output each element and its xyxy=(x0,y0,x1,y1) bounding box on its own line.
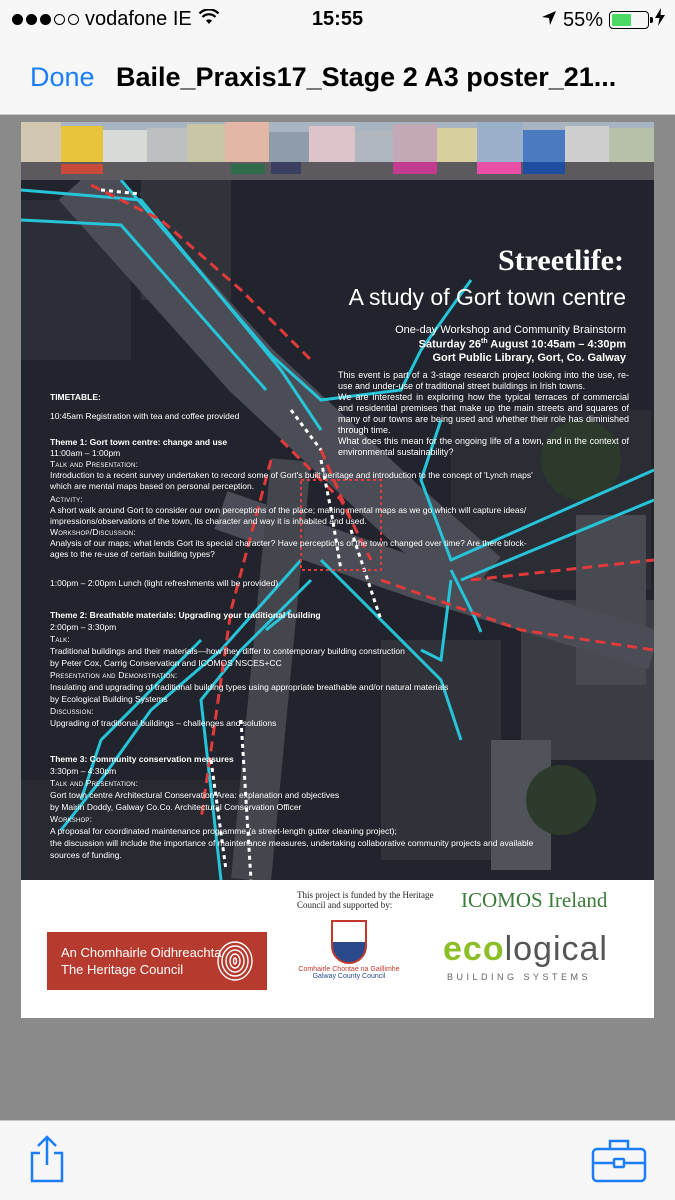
theme3-talk-label: Talk and Presentation: xyxy=(50,778,139,788)
theme3-workshop-label: Workshop: xyxy=(50,814,93,824)
theme2-time: 2:00pm – 3:30pm xyxy=(50,622,117,632)
theme3-workshop-line3: sources of funding. xyxy=(50,850,122,860)
charging-bolt-icon xyxy=(655,8,665,32)
theme3-title: Theme 3: Community conservation measures xyxy=(50,754,234,764)
theme3-workshop-line1: A proposal for coordinated maintenance programme (a street-length gutter cleaning project); xyxy=(50,826,397,836)
ecological-building-systems-logo: ecological xyxy=(443,930,608,968)
sponsor-footer xyxy=(21,880,654,1018)
navigation-bar xyxy=(0,40,675,115)
theme2-demo-line1: Insulating and upgrading of traditional building types using appropriate breathable and/or natural materials xyxy=(50,682,449,692)
theme2-title: Theme 2: Breathable materials: Upgrading your traditional building xyxy=(50,610,321,620)
theme1-activity-line2: impressions/observations of the town, its character and way it is inhabited and used. xyxy=(50,516,367,526)
clock: 15:55 xyxy=(311,8,364,30)
street-photo-banner xyxy=(21,122,654,180)
poster-subtitle: A study of Gort town centre xyxy=(348,284,626,310)
theme1-title: Theme 1: Gort town centre: change and use xyxy=(50,437,228,447)
carrier-name: vodafone IE xyxy=(85,8,192,30)
document-title: Baile_Praxis17_Stage 2 A3 poster_21... xyxy=(116,62,617,92)
galway-county-council-logo: Comhairle Chontae na Gaillimhe Galway County Council xyxy=(295,920,403,980)
county-crest-icon xyxy=(331,920,367,964)
theme1-workshop-line2: ages to the re-use of certain building types? xyxy=(50,549,215,559)
theme2-discussion-line1: Upgrading of traditional buildings – challenges and solutions xyxy=(50,718,277,728)
event-type: One-day Workshop and Community Brainstorm xyxy=(395,324,626,336)
theme1-talk-line1: Introduction to a recent survey undertaken to record some of Gort's built heritage and introduction to the concept of 'Lynch maps' xyxy=(50,470,533,480)
fingerprint-icon xyxy=(215,940,255,982)
theme2-talk-line2: by Peter Cox, Carrig Conservation and ICOMOS NSCES+CC xyxy=(50,658,282,668)
aerial-map-background xyxy=(21,180,654,880)
theme3-workshop-line2: the discussion will include the importance of maintenance measures, undertaking collaborative community projects and available xyxy=(50,838,534,848)
location-arrow-icon xyxy=(541,9,557,32)
event-date: Saturday 26th August 10:45am – 4:30pm xyxy=(418,338,626,351)
theme3-talk-line2: by Mairin Doddy, Galway Co.Co. Architectural Conservation Officer xyxy=(50,802,302,812)
theme2-talk-line1: Traditional buildings and their materials—how they differ to contemporary building construction xyxy=(50,646,405,656)
theme1-talk-line2: which are mental maps based on personal perception. xyxy=(50,481,255,491)
theme2-discussion-label: Discussion: xyxy=(50,706,94,716)
poster-page xyxy=(21,122,654,1018)
theme3-talk-line1: Gort town centre Architectural Conservation Area: explanation and objectives xyxy=(50,790,340,800)
bottom-toolbar xyxy=(0,1120,675,1200)
registration-line: 10:45am Registration with tea and coffee provided xyxy=(50,411,240,421)
theme1-time: 11:00am – 1:00pm xyxy=(50,448,121,458)
theme1-activity-line1: A short walk around Gort to consider our own perceptions of the place; making mental maps as we go which will capture ideas/ xyxy=(50,505,527,515)
funding-note: This project is funded by the Heritage Council and supported by: xyxy=(297,890,434,910)
done-button[interactable]: Done xyxy=(30,62,95,92)
timetable-heading: TIMETABLE: xyxy=(50,392,101,402)
ecological-subtitle: BUILDING SYSTEMS xyxy=(447,972,592,982)
icomos-ireland-logo: ICOMOS Ireland xyxy=(461,888,608,912)
theme3-time: 3:30pm – 4:30pm xyxy=(50,766,117,776)
lunch-line: 1:00pm – 2:00pm Lunch (light refreshments will be provided) xyxy=(50,578,279,588)
theme1-workshop-line1: Analysis of our maps; what lends Gort its special character? Have perceptions of the town changed over time? Are there block- xyxy=(50,538,527,548)
theme1-workshop-label: Workshop/Discussion: xyxy=(50,527,136,537)
poster-title: Streetlife: xyxy=(497,244,624,277)
battery-percent: 55% xyxy=(562,8,603,31)
heritage-council-logo: An Chomhairle Oidhreachta The Heritage Council xyxy=(47,932,267,990)
toolbox-icon[interactable] xyxy=(590,1137,648,1188)
theme1-activity-label: Activity: xyxy=(50,494,83,504)
intro-text: This event is part of a 3-stage research project looking into the use, re-use and under-use of traditional street buildings in Irish towns. We are interested in exploring how the typical terraces of commercial and residential premises that make up the main streets and squares of many of our towns are being used and whether their role has diminished through time. What does this mean for the ongoing life of a town, and in the context of environmental sustainability? xyxy=(338,370,629,457)
status-right xyxy=(541,8,665,32)
theme2-demo-label: Presentation and Demonstration: xyxy=(50,670,178,680)
battery-icon xyxy=(609,11,649,29)
theme1-talk-label: Talk and Presentation: xyxy=(50,459,139,469)
theme2-demo-line2: by Ecological Building Systems xyxy=(50,694,168,704)
document-viewer[interactable] xyxy=(0,116,675,1120)
theme2-talk-label: Talk: xyxy=(50,634,70,644)
share-icon[interactable] xyxy=(28,1135,66,1188)
status-bar xyxy=(0,0,675,40)
event-venue: Gort Public Library, Gort, Co. Galway xyxy=(432,352,626,364)
